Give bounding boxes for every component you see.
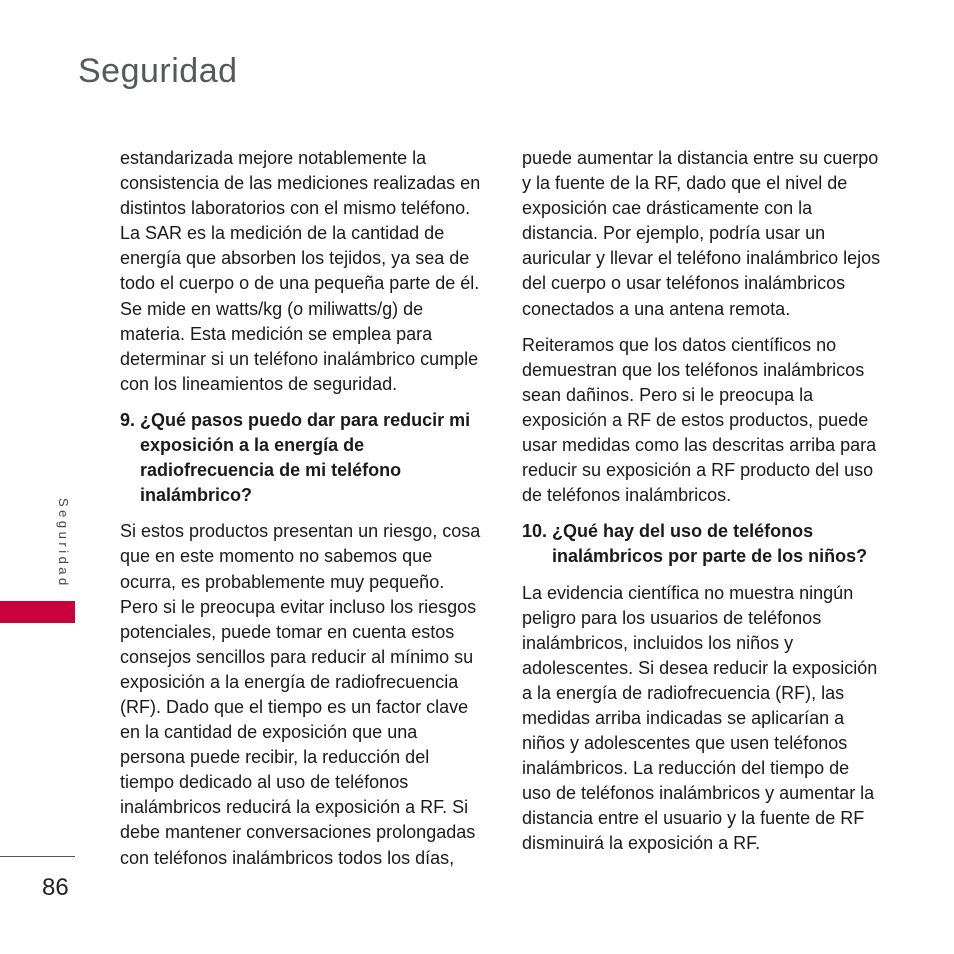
footer-divider [0,856,75,857]
page-number: 86 [42,874,69,901]
sidebar-accent-bar [0,601,75,623]
sidebar-section-label: Seguridad [56,498,71,589]
page-title: Seguridad [78,52,238,90]
question-9 [120,408,482,508]
left-paragraph-2: Si estos productos presentan un riesgo, cosa que en este momento no sabemos que ocurra, es probablemente muy pequeño. Pero si le preocupa evitar incluso los riesgos potenciales, puede tomar en cuenta estos consejos sencillos para reducir al mínimo su exposición a la energía de radiofrecuencia (RF). Dado que el tiempo es un factor clave en la cantidad de exposición que una persona puede recibir, la reducción del tiempo dedicado al uso de teléfonos inalámbricos reducirá la exposición a RF. Si debe mantener conversaciones prolongadas con teléfonos inalámbricos todos los días, [120,521,481,868]
left-paragraph-1: estandarizada mejore notablemente la consistencia de las mediciones realizadas en distintos laboratorios con el mismo teléfono. La SAR es la medición de la cantidad de energía que absorben los tejidos, ya sea de todo el cuerpo o de una pequeña parte de él. Se mide en watts/kg (o miliwatts/g) de materia. Esta medición se emplea para determinar si un teléfono inalámbrico cumple con los lineamientos de seguridad. [120,148,481,394]
right-paragraph-1: puede aumentar la distancia entre su cuerpo y la fuente de la RF, dado que el nivel de exposición cae drásticamente con la distancia. Por ejemplo, podría usar un auricular y llevar el teléfono inalámbrico lejos del cuerpo o usar teléfonos inalámbricos conectados a una antena remota. [522,148,881,319]
question-9-text: ¿Qué pasos puedo dar para reducir mi exposición a la energía de radiofrecuencia de mi teléfono inalámbrico? [140,409,471,506]
right-column [522,146,882,868]
question-10-number: 10. [522,521,553,542]
right-paragraph-2: Reiteramos que los datos científicos no demuestran que los teléfonos inalámbricos sean dañinos. Pero si le preocupa la exposición a RF de estos productos, puede usar medidas como las descritas arriba para reducir su exposición a RF producto del uso de teléfonos inalámbricos. [522,334,877,506]
right-paragraph-3: La evidencia científica no muestra ningún peligro para los usuarios de teléfonos inalámbricos, incluidos los niños y adolescentes. Si desea reducir la exposición a la energía de radiofrecuencia (RF), las medidas arriba indicadas se aplicarían a niños y adolescentes que usen teléfonos inalámbricos. La reducción del tiempo de uso de teléfonos inalámbricos y aumentar la distancia entre el usuario y la fuente de RF disminuirá la exposición a RF. [522,582,878,854]
question-9-number: 9. [120,409,141,430]
left-column [120,146,482,882]
question-10 [522,519,882,569]
question-10-text: ¿Qué hay del uso de teléfonos inalámbricos por parte de los niños? [552,521,868,567]
